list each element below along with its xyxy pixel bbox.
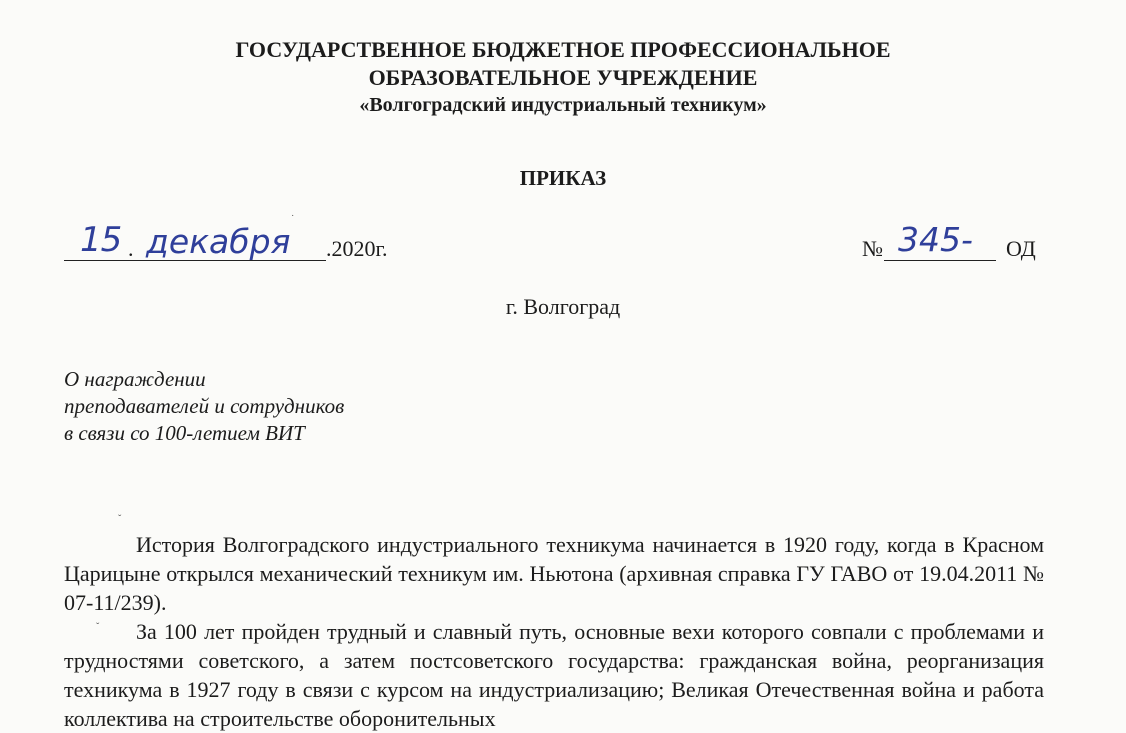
number-suffix: ОД — [1006, 236, 1036, 261]
date-separator: . — [128, 236, 134, 261]
city-line: г. Волгоград — [505, 294, 621, 319]
date-field — [64, 220, 484, 268]
scan-speck: ˇ — [118, 514, 122, 525]
order-number-field — [862, 220, 1062, 268]
scan-speck: ˇ — [96, 622, 100, 633]
header-line-3: «Волгоградский индустриальный техникум» — [359, 94, 767, 116]
handwritten-day: 15 — [80, 220, 122, 260]
subject-line-1: О награждении — [64, 367, 206, 391]
body-paragraph: История Волгоградского индустриального техникума начинается в 1920 году, когда в Красном Царицыне открылся механический техникум им. Ньютона (архивная справка ГУ ГАВО от 19.04.2011 № 07-11/239). — [64, 532, 1044, 615]
number-sign: № — [862, 236, 883, 261]
handwritten-number: 345- — [898, 220, 973, 259]
scan-speck: ˙ — [291, 214, 295, 225]
handwritten-month: декабря — [146, 222, 291, 261]
date-year: .2020г. — [326, 236, 388, 261]
header-line-2: ОБРАЗОВАТЕЛЬНОЕ УЧРЕЖДЕНИЕ — [368, 65, 758, 90]
header-line-1: ГОСУДАРСТВЕННОЕ БЮДЖЕТНОЕ ПРОФЕССИОНАЛЬНОЕ — [235, 37, 891, 62]
number-underline — [884, 260, 996, 261]
subject-line-2: преподавателей и сотрудников — [64, 394, 345, 418]
order-subject — [64, 366, 344, 447]
document-title: ПРИКАЗ — [519, 166, 607, 190]
organization-header — [0, 36, 1126, 118]
subject-line-3: в связи со 100-летием ВИТ — [64, 421, 305, 445]
order-body — [64, 530, 1044, 733]
body-paragraph: За 100 лет пройден трудный и славный путь, основные вехи которого совпали с проблемами и трудностями советского, а затем постсоветского государства: гражданская война, реорганизация техникума в 1927 году в связи с курсом на индустриализацию; Великая Отечественная война и работа коллектива на строительстве оборонительных — [64, 619, 1044, 731]
